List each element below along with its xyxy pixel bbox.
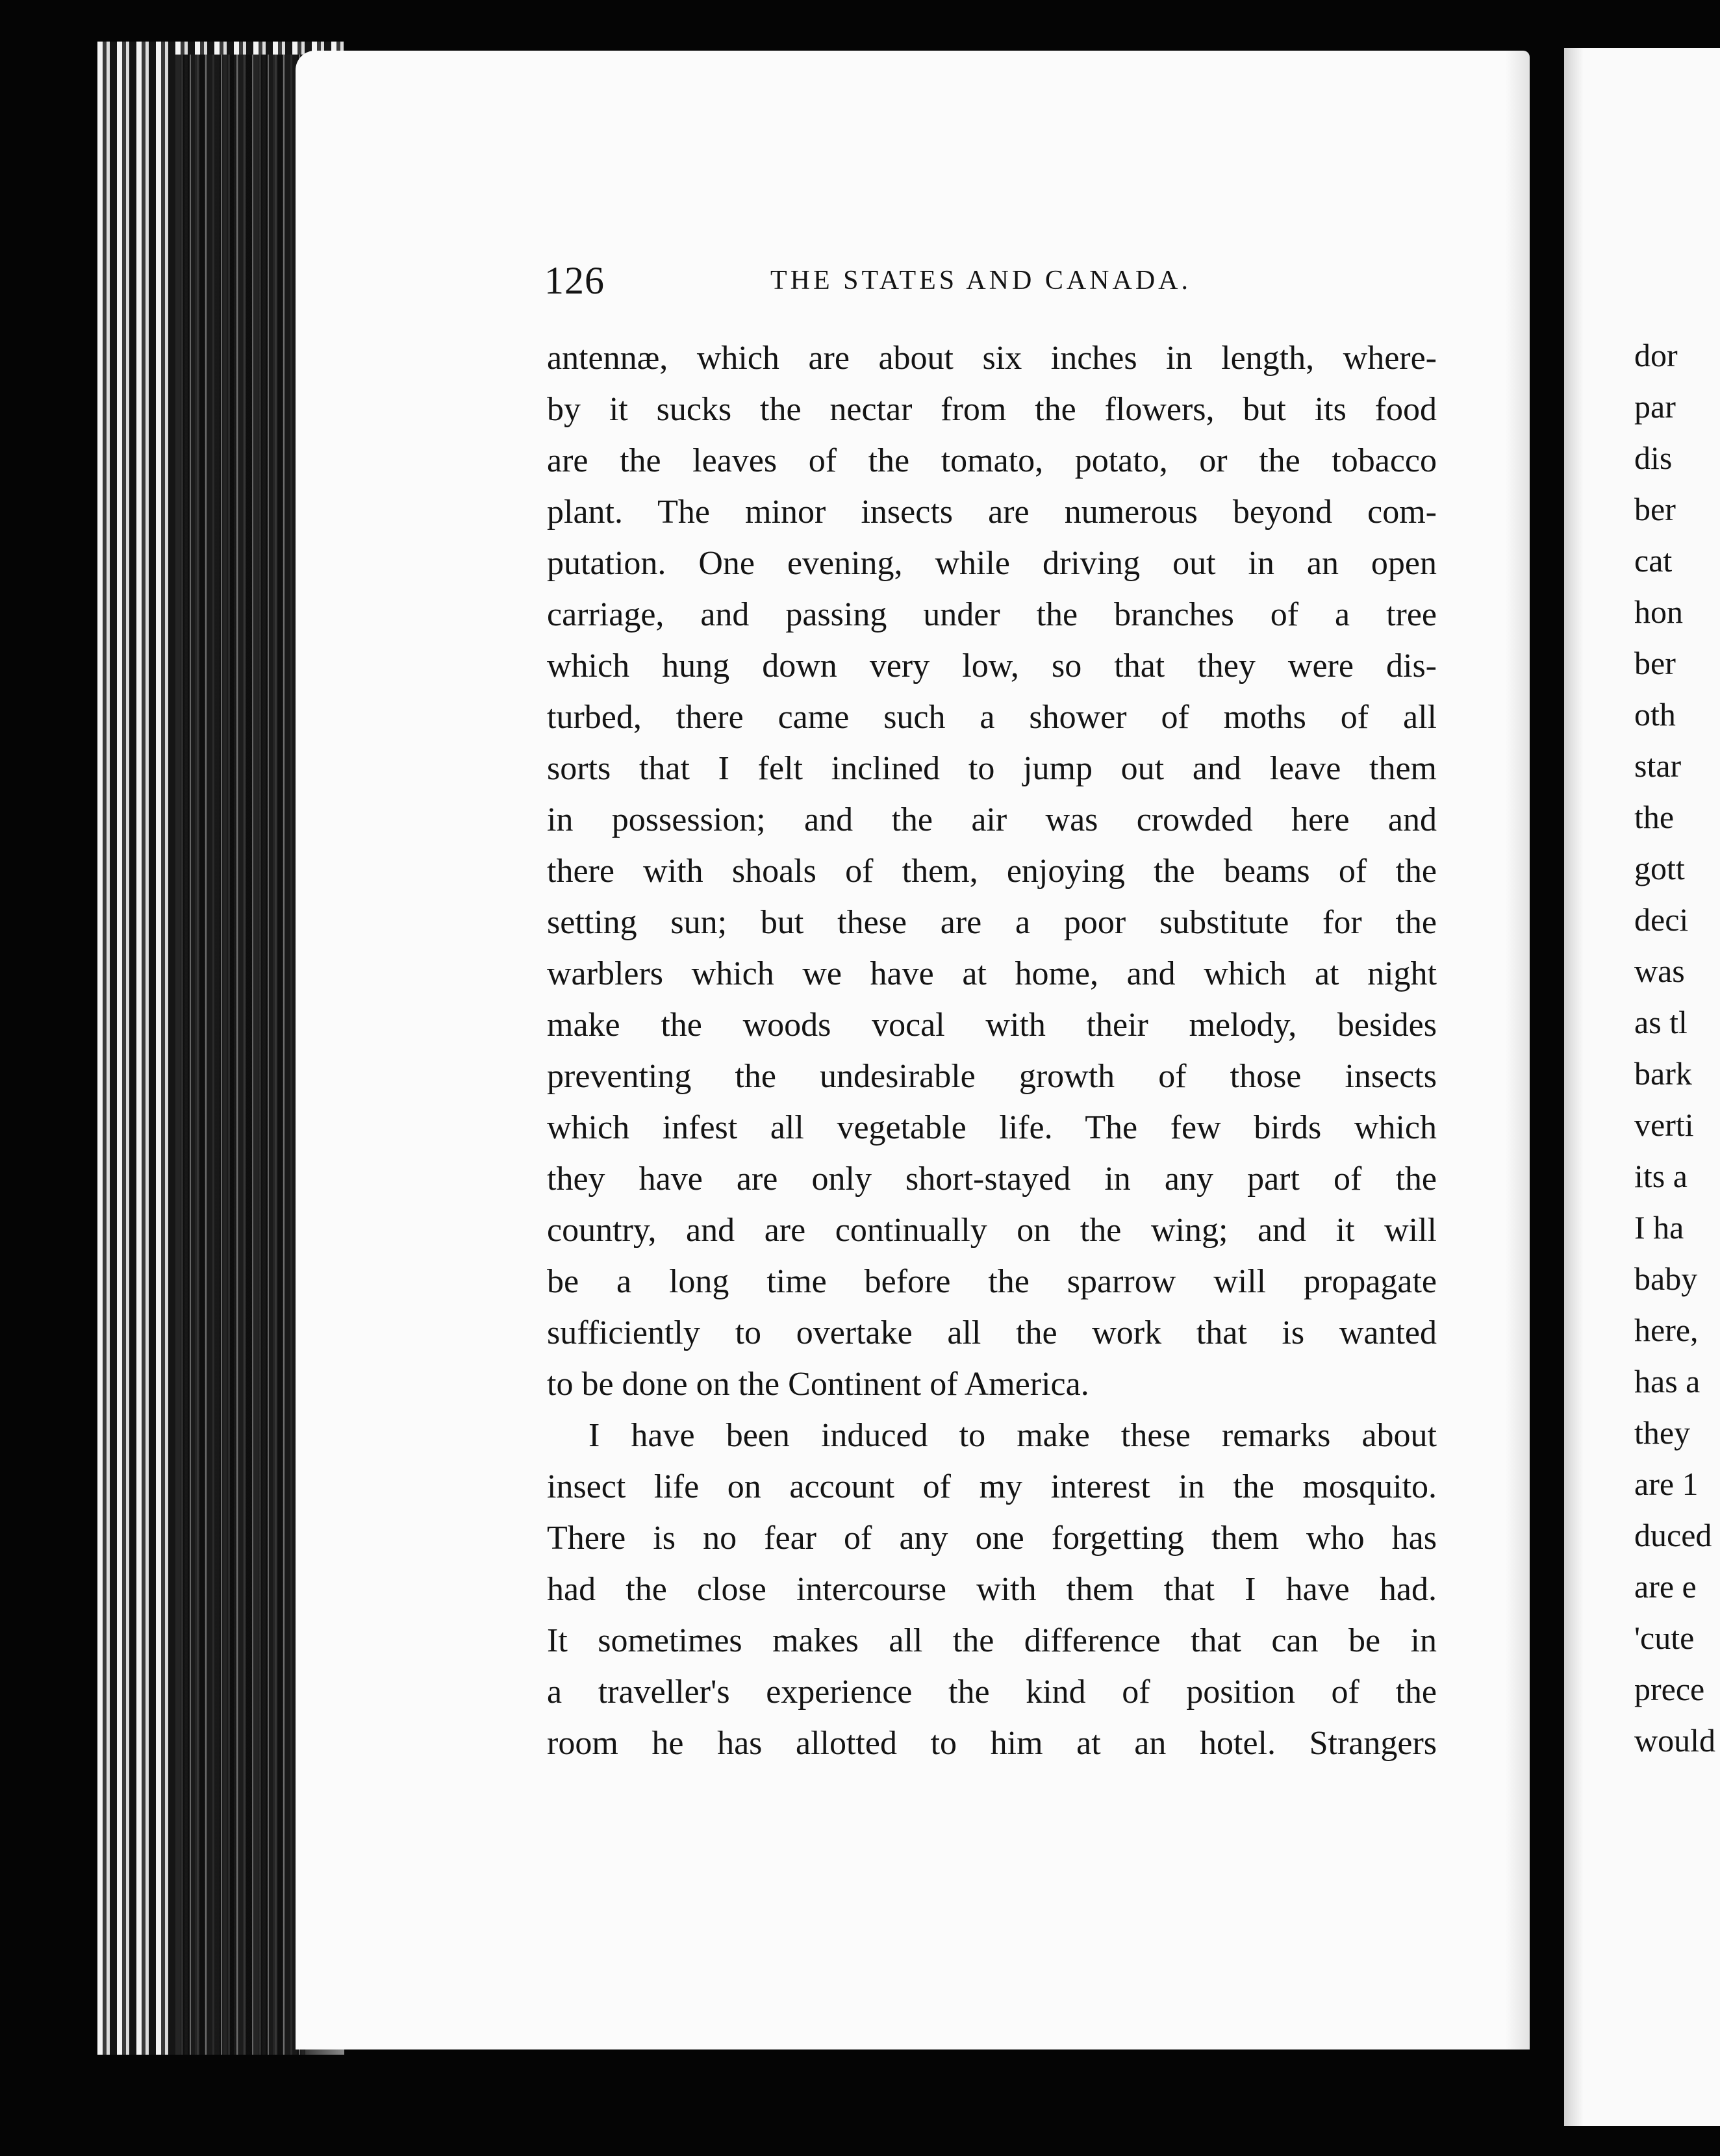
text-line: It sometimes makes all the difference that can be in	[547, 1622, 1437, 1659]
text-line: setting sun; but these are a poor substitute for the	[547, 904, 1437, 941]
running-head: THE STATES AND CANADA.	[770, 266, 1191, 295]
text-line: There is no fear of any one forgetting them who has	[547, 1520, 1437, 1557]
text-line: had the close intercourse with them that I have had.	[547, 1571, 1437, 1608]
text-line: warblers which we have at home, and which at night	[547, 955, 1437, 992]
facing-text-line: baby	[1634, 1260, 1698, 1297]
text-line: room he has allotted to him at an hotel. Strangers	[547, 1725, 1437, 1762]
facing-text-line: as tl	[1634, 1004, 1688, 1040]
facing-text-line: I ha	[1634, 1209, 1684, 1246]
facing-page	[1564, 48, 1720, 2126]
facing-text-line: hon	[1634, 594, 1683, 630]
text-line: preventing the undesirable growth of those insects	[547, 1058, 1437, 1095]
text-line: carriage, and passing under the branches of a tree	[547, 596, 1437, 633]
facing-text-line: par	[1634, 388, 1676, 425]
facing-text-line: ber	[1634, 491, 1676, 527]
facing-text-line: verti	[1634, 1107, 1694, 1143]
text-line: insect life on account of my interest in the mosquito.	[547, 1468, 1437, 1505]
text-line: by it sucks the nectar from the flowers, but its food	[547, 391, 1437, 428]
facing-text-line: duced	[1634, 1517, 1712, 1553]
facing-text-line: was	[1634, 953, 1685, 989]
page-number: 126	[544, 259, 605, 302]
facing-text-line: are 1	[1634, 1466, 1699, 1502]
facing-page-text	[1634, 330, 1720, 1766]
paragraph-first-line: I have been induced to make these remarks about	[588, 1417, 1437, 1454]
facing-text-line: ber	[1634, 645, 1676, 681]
text-line: country, and are continually on the wing; and it will	[547, 1212, 1437, 1249]
facing-text-line: gott	[1634, 850, 1685, 886]
text-line: putation. One evening, while driving out in an open	[547, 545, 1437, 582]
facing-text-line: cat	[1634, 542, 1673, 579]
body-text	[547, 332, 1437, 1769]
facing-text-line: star	[1634, 747, 1682, 784]
text-line: antennæ, which are about six inches in length, where-	[547, 340, 1437, 377]
text-line: in possession; and the air was crowded here and	[547, 801, 1437, 838]
text-line: sorts that I felt inclined to jump out and leave them	[547, 750, 1437, 787]
facing-text-line: 'cute	[1634, 1620, 1695, 1656]
text-line: be a long time before the sparrow will propagate	[547, 1263, 1437, 1300]
facing-text-line: they	[1634, 1414, 1691, 1451]
facing-text-line: would	[1634, 1722, 1715, 1759]
facing-text-line: the	[1634, 799, 1675, 835]
facing-text-line: bark	[1634, 1055, 1692, 1092]
text-line: a traveller's experience the kind of position of the	[547, 1673, 1437, 1711]
facing-text-line: its a	[1634, 1158, 1688, 1194]
text-line: make the woods vocal with their melody, besides	[547, 1007, 1437, 1044]
facing-text-line: are e	[1634, 1568, 1697, 1605]
text-line: turbed, there came such a shower of moths of all	[547, 699, 1437, 736]
text-line: which infest all vegetable life. The few birds which	[547, 1109, 1437, 1146]
text-line: plant. The minor insects are numerous beyond com-	[547, 494, 1437, 531]
text-line: which hung down very low, so that they were dis-	[547, 647, 1437, 684]
facing-text-line: dis	[1634, 440, 1673, 476]
facing-text-line: has a	[1634, 1363, 1701, 1399]
text-line: are the leaves of the tomato, potato, or the tobacco	[547, 442, 1437, 479]
facing-text-line: deci	[1634, 901, 1689, 938]
facing-text-line: prece	[1634, 1671, 1705, 1707]
facing-text-line: dor	[1634, 337, 1678, 373]
page-header	[544, 257, 1223, 305]
facing-text-line: oth	[1634, 696, 1676, 733]
paragraph-end-line: to be done on the Continent of America.	[547, 1366, 1089, 1403]
facing-text-line: here,	[1634, 1312, 1699, 1348]
text-line: sufficiently to overtake all the work that is wanted	[547, 1314, 1437, 1351]
text-line: there with shoals of them, enjoying the beams of the	[547, 853, 1437, 890]
text-line: they have are only short-stayed in any part of the	[547, 1160, 1437, 1197]
